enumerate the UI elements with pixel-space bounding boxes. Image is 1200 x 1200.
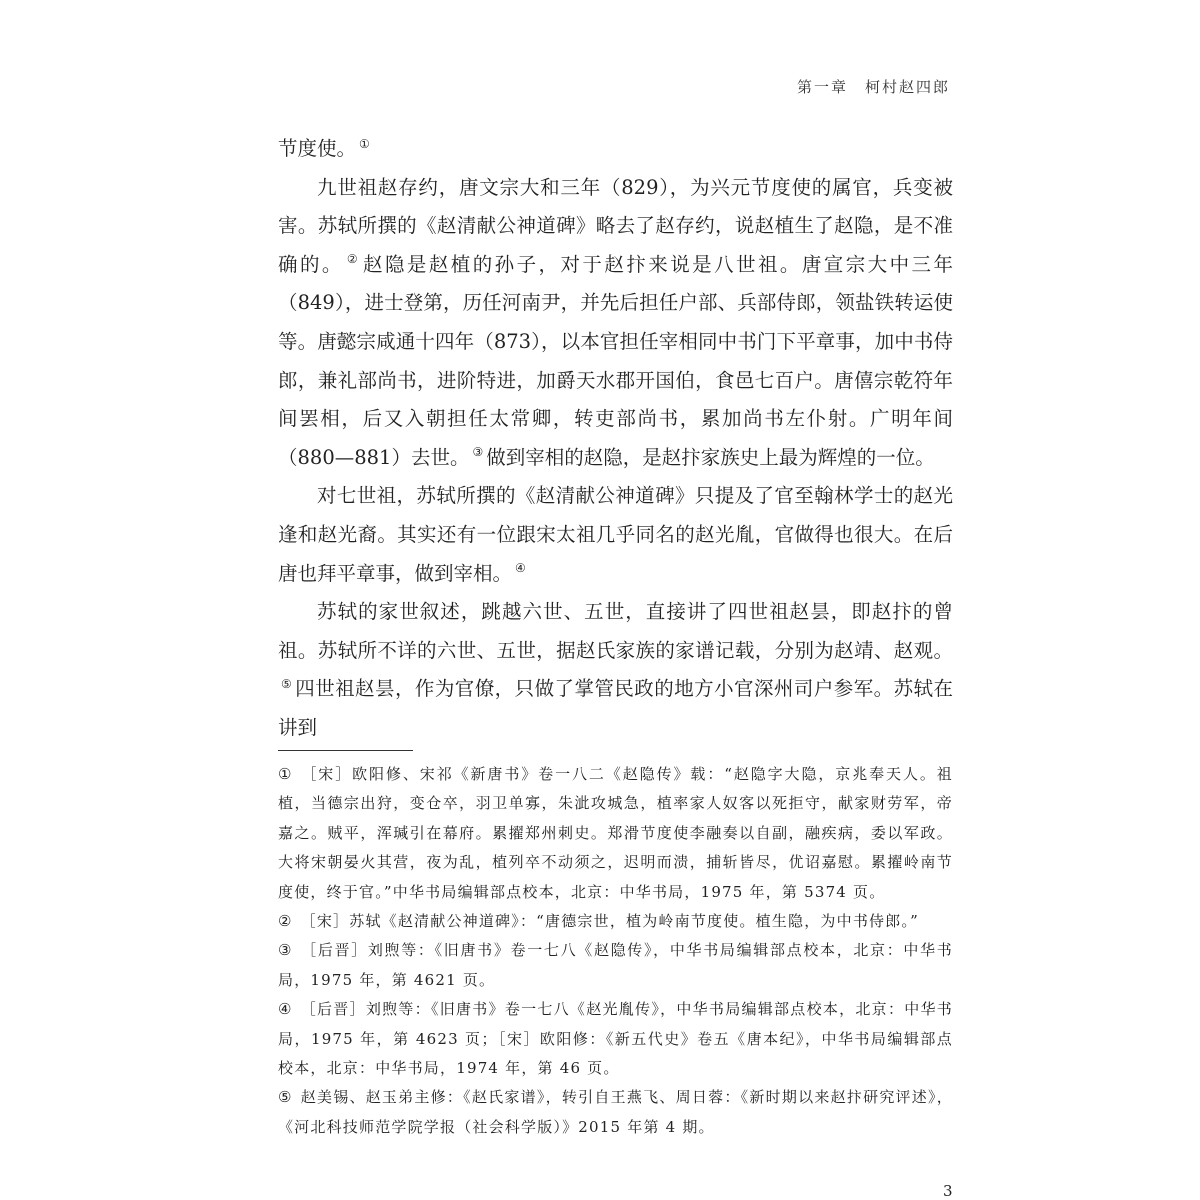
footnote-number: ① bbox=[278, 765, 294, 783]
paragraph bbox=[278, 169, 953, 478]
page-number: 3 bbox=[943, 1182, 953, 1200]
footnote-marker: ② bbox=[346, 252, 361, 267]
footnote-marker: ③ bbox=[472, 445, 484, 460]
footnote-marker: ① bbox=[359, 136, 370, 151]
footnote-marker: ④ bbox=[515, 561, 526, 576]
running-head: 第一章 柯村赵四郎 bbox=[796, 78, 950, 96]
footnotes bbox=[278, 760, 953, 1142]
footnote bbox=[278, 936, 953, 995]
footnote-text: ［宋］苏轼《赵清献公神道碑》：“唐德宗世，植为岭南节度使。植生隐，为中书侍郎。” bbox=[300, 912, 919, 931]
paragraph-text: 做到宰相的赵隐，是赵抃家族史上最为辉煌的一位。 bbox=[486, 445, 935, 469]
footnote-number: ④ bbox=[278, 1000, 293, 1019]
footnote-text: 赵美锡、赵玉弟主修：《赵氏家谱》，转引自王燕飞、周日蓉：《新时期以来赵抃研究评述》，《河北科技师范学院学报（社会科学版）》2015 年第 4 期。 bbox=[278, 1088, 953, 1136]
footnote-text: ［后晋］刘煦等：《旧唐书》卷一七八《赵隐传》，中华书局编辑部点校本，北京：中华书局，1975 年，第 4621 页。 bbox=[278, 941, 953, 989]
footnote bbox=[278, 760, 953, 907]
footnote bbox=[278, 995, 953, 1083]
paragraph-text: 苏轼的家世叙述，跳越六世、五世，直接讲了四世祖赵昙，即赵抃的曾祖。苏轼所不详的六世、五世，据赵氏家族的家谱记载，分别为赵靖、赵观。 bbox=[278, 600, 953, 662]
footnote-marker: ⑤ bbox=[281, 676, 293, 691]
paragraph-text: 节度使。 bbox=[278, 137, 357, 160]
footnote-text: ［后晋］刘煦等：《旧唐书》卷一七八《赵光胤传》，中华书局编辑部点校本，北京：中华书局，1975 年，第 4623 页；［宋］欧阳修：《新五代史》卷五《唐本纪》，中华书局编辑部点校本，北京：中华书局，1974 年，第 46 页。 bbox=[278, 1000, 953, 1078]
body-text bbox=[278, 130, 953, 748]
footnote-text: ［宋］欧阳修、宋祁《新唐书》卷一八二《赵隐传》载：“赵隐字大隐，京兆奉天人。祖植，当德宗出狩，变仓卒，羽卫单寡，朱泚攻城急，植率家人奴客以死拒守，献家财劳军，帝嘉之。贼平，浑瑊引在幕府。累擢郑州刺史。郑滑节度使李融奏以自副，融疾病，委以军政。大将宋朝晏火其营，夜为乱，植列卒不动须之，迟明而溃，捕斩皆尽，优诏嘉慰。累擢岭南节度使，终于官。”中华书局编辑部点校本，北京：中华书局，1975 年，第 5374 页。 bbox=[278, 765, 953, 901]
paragraph bbox=[278, 130, 953, 169]
footnote-number: ⑤ bbox=[278, 1088, 293, 1107]
paragraph-text: 九世祖赵存约，唐文宗大和三年（829），为兴元节度使的属官，兵变被害。苏轼所撰的《赵清献公神道碑》略去了赵存约，说赵植生了赵隐，是不准确的。 bbox=[278, 175, 953, 276]
paragraph bbox=[278, 477, 953, 593]
footnote-divider bbox=[278, 750, 413, 751]
footnote bbox=[278, 1083, 953, 1142]
paragraph-text: 赵隐是赵植的孙子，对于赵抃来说是八世祖。唐宣宗大中三年（849），进士登第，历任河南尹，并先后担任户部、兵部侍郎，领盐铁转运使等。唐懿宗咸通十四年（873），以本官担任宰相同中书门下平章事，加中书侍郎，兼礼部尚书，进阶特进，加爵天水郡开国伯，食邑七百户。唐僖宗乾符年间罢相，后又入朝担任太常卿，转吏部尚书，累加尚书左仆射。广明年间（880—881）去世。 bbox=[278, 252, 953, 469]
paragraph-text: 四世祖赵昙，作为官僚，只做了掌管民政的地方小官深州司户参军。苏轼在讲到 bbox=[278, 677, 953, 739]
paragraph-text: 对七世祖，苏轼所撰的《赵清献公神道碑》只提及了官至翰林学士的赵光逢和赵光裔。其实还有一位跟宋太祖几乎同名的赵光胤，官做得也很大。在后唐也拜平章事，做到宰相。 bbox=[278, 484, 953, 585]
footnote-number: ③ bbox=[278, 941, 294, 960]
footnote-number: ② bbox=[278, 912, 293, 931]
footnote bbox=[278, 907, 953, 936]
paragraph bbox=[278, 593, 953, 747]
